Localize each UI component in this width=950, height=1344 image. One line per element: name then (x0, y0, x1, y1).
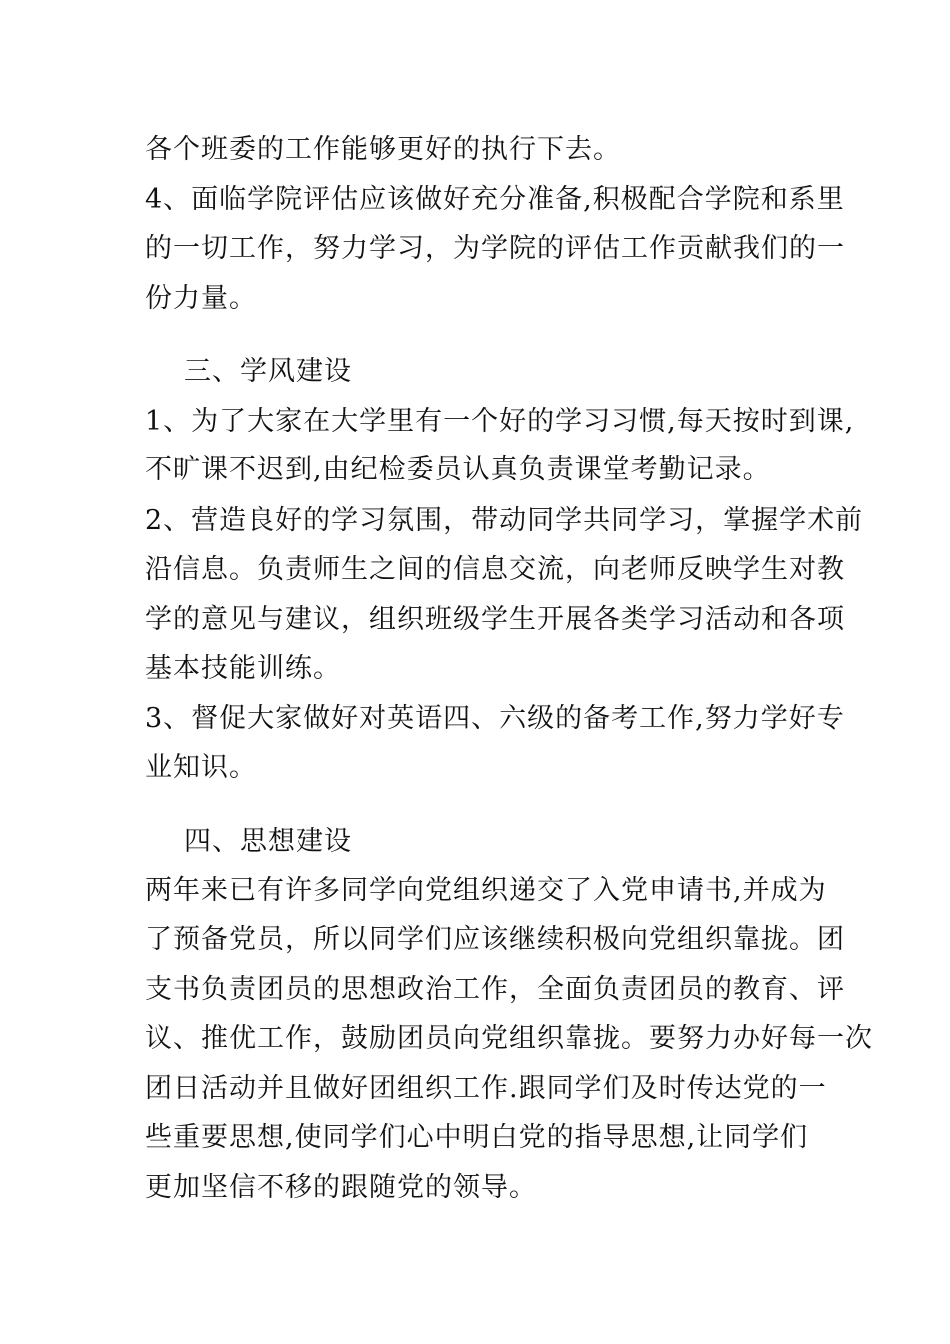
section-heading-ideology: 四、思想建设 (184, 826, 352, 857)
paragraph-line: 基本技能训练。 (145, 653, 341, 684)
paragraph-line: 的一切工作，努力学习，为学院的评估工作贡献我们的一 (145, 233, 845, 264)
paragraph-line: 更加坚信不移的跟随党的领导。 (145, 1172, 537, 1203)
paragraph-line: 团日活动并且做好团组织工作.跟同学们及时传达党的一 (145, 1073, 827, 1104)
paragraph-line: 学的意见与建议，组织班级学生开展各类学习活动和各项 (145, 604, 845, 635)
paragraph-line: 沿信息。负责师生之间的信息交流，向老师反映学生对教 (145, 554, 845, 585)
paragraph-line: 份力量。 (145, 283, 257, 314)
paragraph-line: 两年来已有许多同学向党组织递交了入党申请书,并成为 (145, 875, 827, 906)
paragraph-line: 支书负责团员的思想政治工作，全面负责团员的教育、评 (145, 974, 845, 1005)
paragraph-line: 议、推优工作，鼓励团员向党组织靠拢。要努力办好每一次 (145, 1023, 873, 1054)
paragraph-line: 3、督促大家做好对英语四、六级的备考工作,努力学好专 (145, 703, 845, 734)
paragraph-line: 1、为了大家在大学里有一个好的学习习惯,每天按时到课, (145, 406, 855, 437)
paragraph-line: 业知识。 (145, 752, 257, 783)
paragraph-line: 各个班委的工作能够更好的执行下去。 (145, 134, 621, 165)
paragraph-line: 了预备党员，所以同学们应该继续积极向党组织靠拢。团 (145, 924, 845, 955)
paragraph-line: 2、营造良好的学习氛围，带动同学共同学习，掌握学术前 (145, 505, 864, 536)
paragraph-line: 不旷课不迟到,由纪检委员认真负责课堂考勤记录。 (145, 454, 771, 485)
section-heading-study-style: 三、学风建设 (184, 356, 352, 387)
paragraph-line: 4、面临学院评估应该做好充分准备,积极配合学院和系里 (145, 184, 845, 215)
paragraph-line: 些重要思想,使同学们心中明白党的指导思想,让同学们 (145, 1122, 809, 1153)
